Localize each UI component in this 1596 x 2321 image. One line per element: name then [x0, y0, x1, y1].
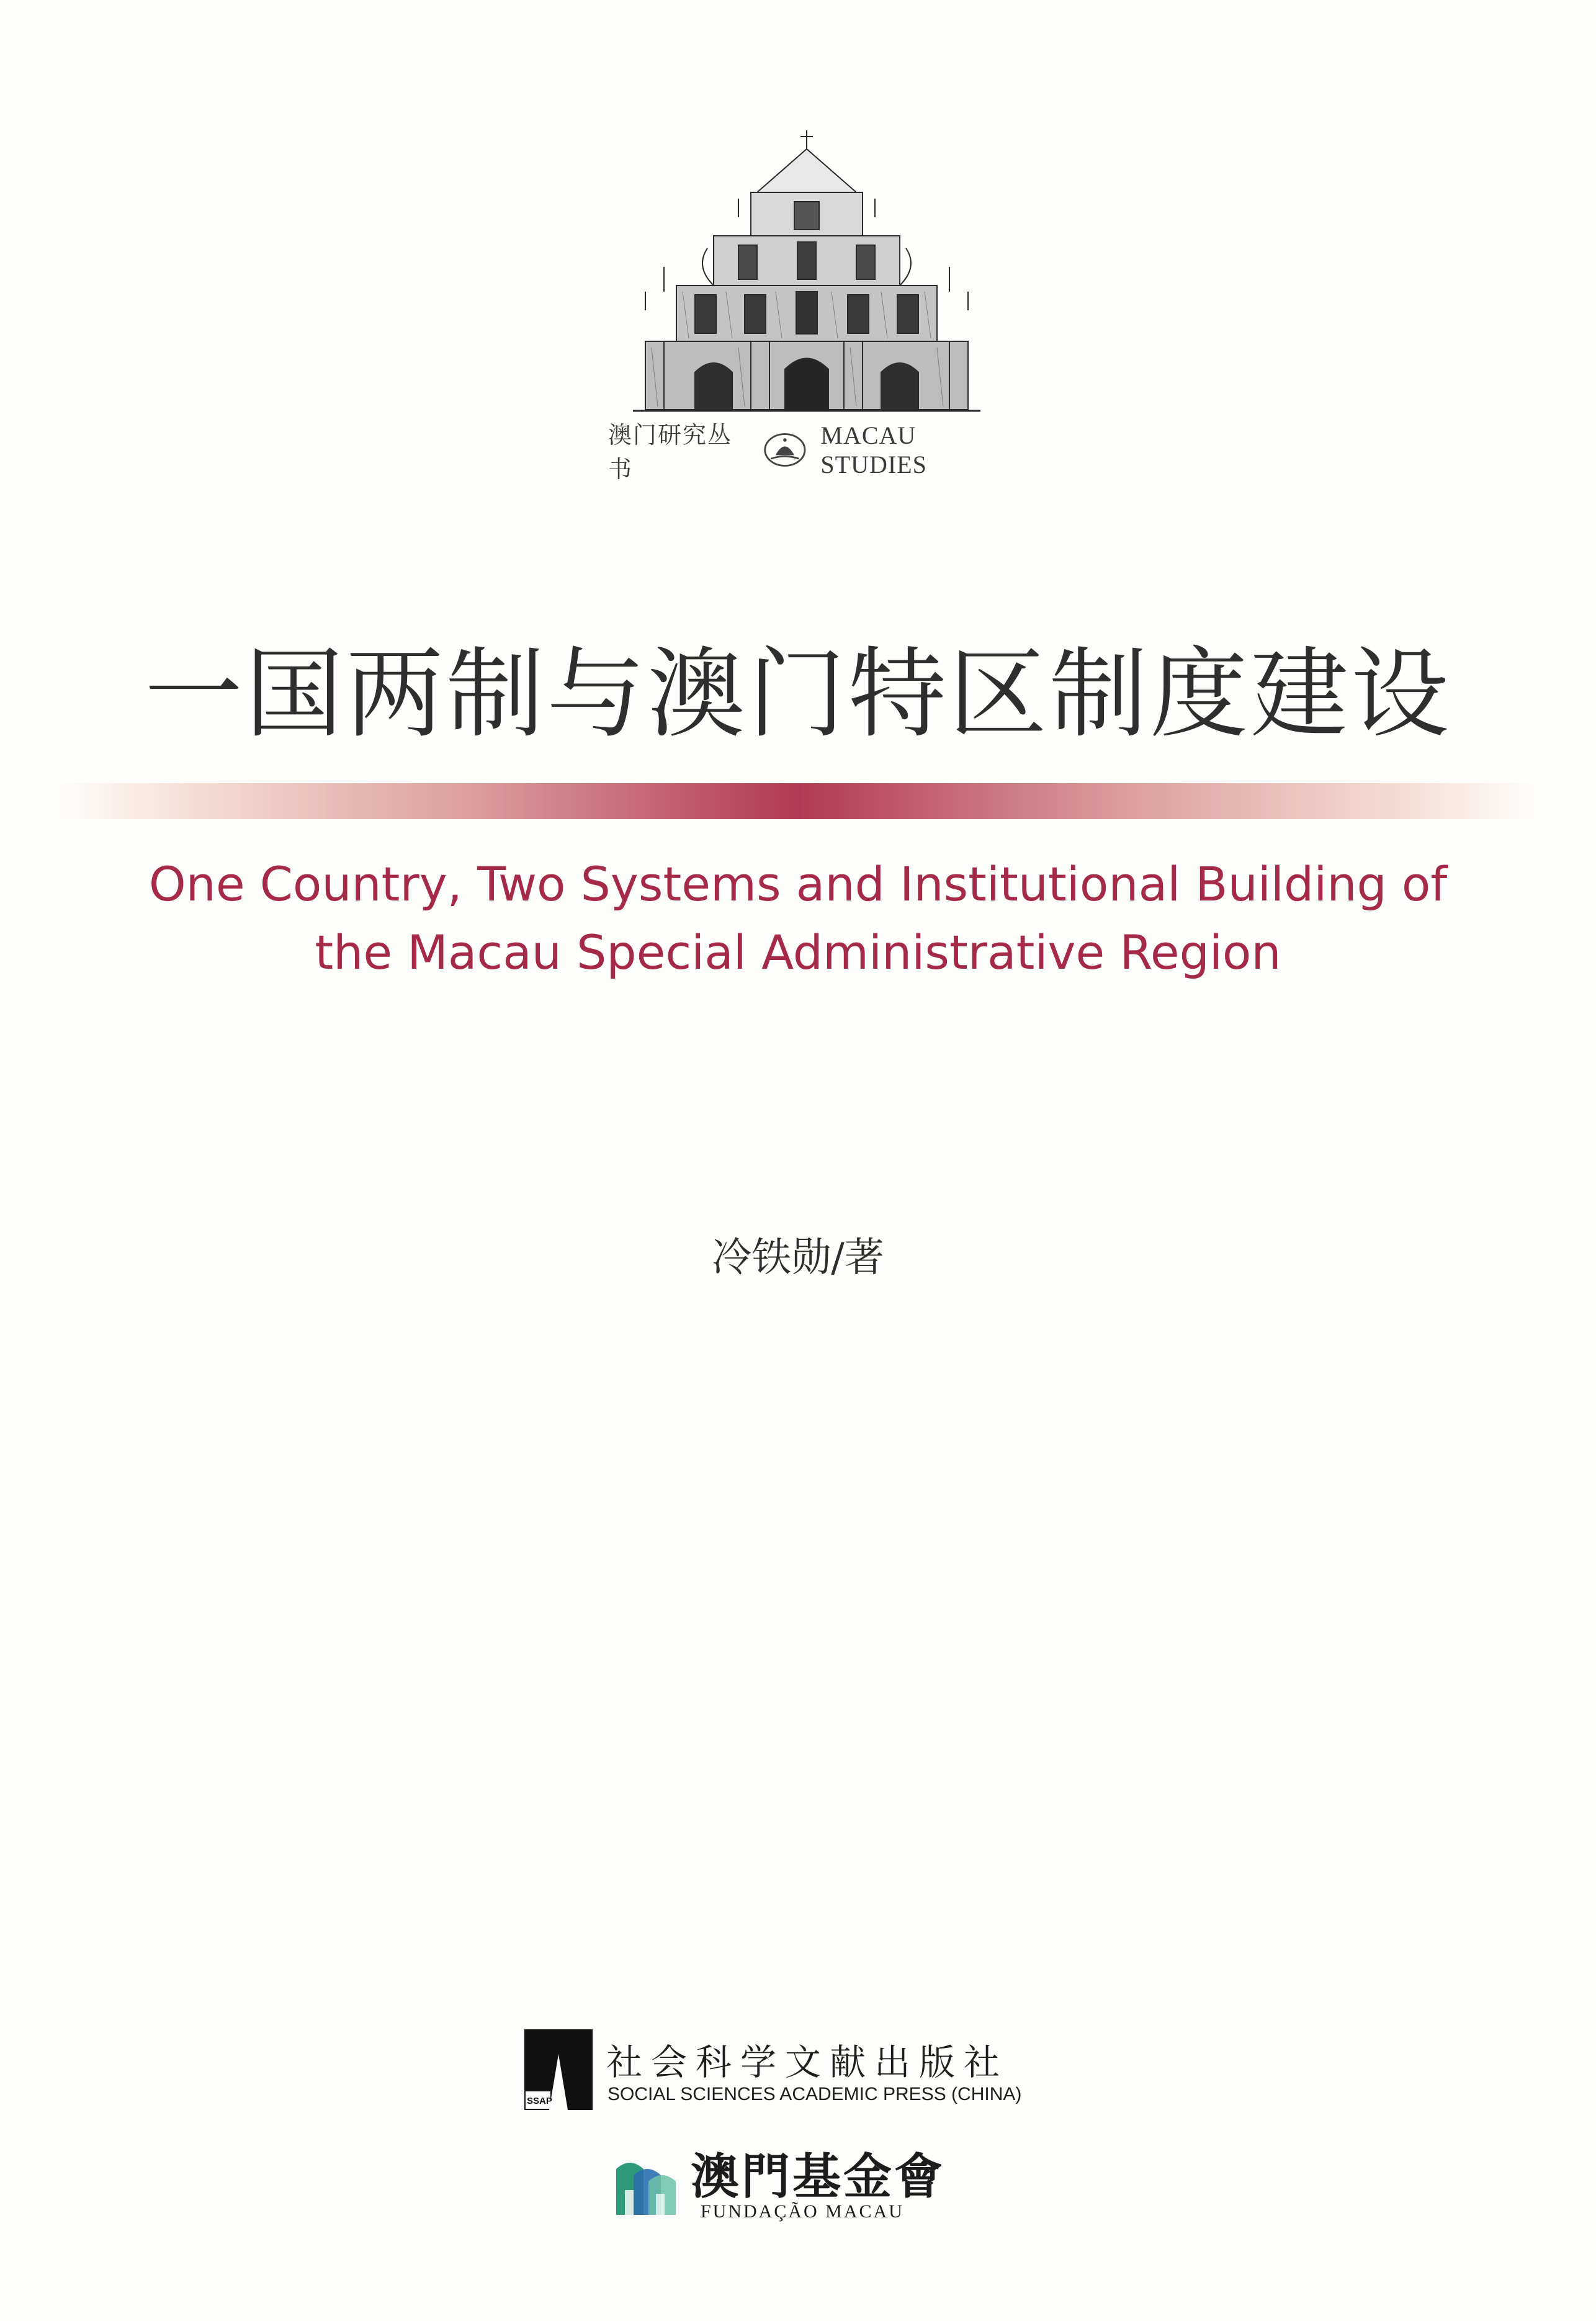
series-line: [608, 421, 1018, 483]
publisher-block: [524, 2029, 1083, 2110]
series-title-chinese: 澳门研究丛书: [608, 421, 733, 483]
foundation-name-english: FUNDAÇÃO MACAU: [701, 2201, 904, 2222]
book-title-english-line2: the Macau Special Administrative Region: [315, 925, 1281, 980]
decorative-rule: [56, 783, 1540, 819]
book-title-chinese: 一国两制与澳门特区制度建设: [145, 637, 1451, 752]
publisher-name-chinese: 社会科学文献出版社: [606, 2041, 1009, 2083]
book-title-english-line1: One Country, Two Systems and Institutional Building of: [148, 856, 1448, 912]
publisher-name-english: SOCIAL SCIENCES ACADEMIC PRESS (CHINA): [607, 2084, 1022, 2104]
author-name: 冷铁勋/著: [712, 1235, 884, 1281]
ssap-logo-text: SSAP: [527, 2096, 552, 2106]
ruins-of-st-pauls-sketch: [627, 124, 987, 422]
foundation-name-chinese: 澳門基金會: [691, 2148, 946, 2205]
ssap-logo-icon: [524, 2029, 593, 2110]
fundacao-macau-logo-icon: [611, 2150, 681, 2219]
macau-emblem-icon: [763, 431, 807, 469]
series-title-english: MACAU STUDIES: [820, 421, 927, 478]
book-title-english: [124, 850, 1472, 987]
foundation-block: [611, 2138, 1008, 2231]
